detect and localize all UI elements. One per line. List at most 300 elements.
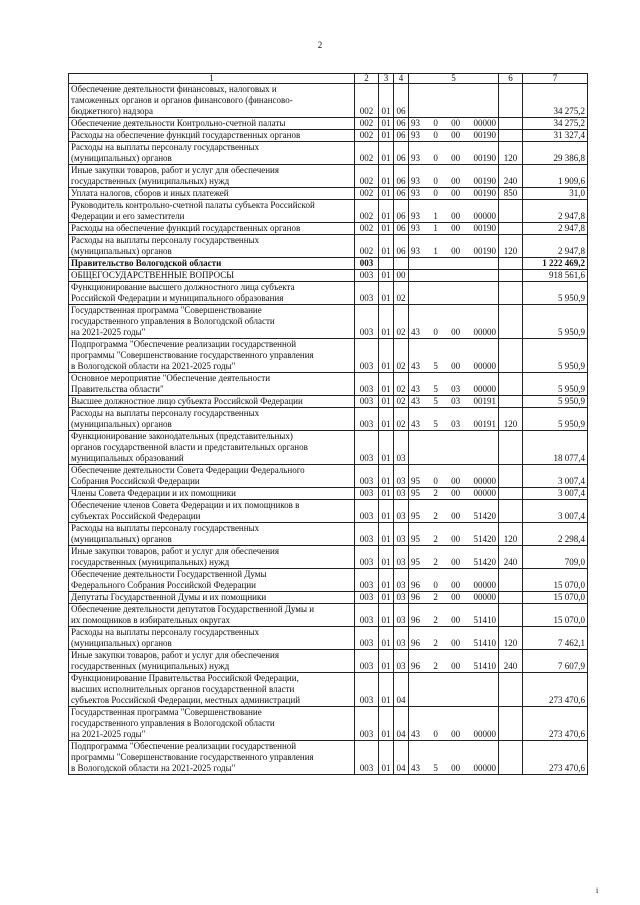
ministry-code-cell: 002 (355, 142, 379, 165)
amount-cell: 273 470,6 (523, 673, 588, 707)
subsection-code-cell: 06 (394, 235, 409, 258)
col-header-target-article: 5 (409, 74, 499, 84)
target-article-part: 00 (451, 118, 461, 128)
target-article-cell (409, 142, 499, 165)
row-name-line: Подпрограмма "Обеспечение реализации государственной (71, 339, 297, 349)
target-article-part: 00190 (473, 188, 496, 198)
table-row (69, 627, 588, 650)
amount-cell: 7 462,1 (523, 627, 588, 650)
target-article-part: 2 (433, 615, 438, 625)
table-row (69, 741, 588, 775)
row-name-line: Иные закупки товаров, работ и услуг для обеспечения (71, 165, 279, 175)
target-article-part: 00 (451, 361, 461, 371)
expense-type-cell (499, 118, 523, 130)
table-row (69, 200, 588, 223)
row-name-cell (69, 200, 355, 223)
section-code-cell: 01 (379, 546, 394, 569)
target-article-part: 00000 (473, 729, 496, 739)
row-name-cell (69, 431, 355, 465)
subsection-code-cell: 04 (394, 673, 409, 707)
subsection-code-cell (394, 258, 409, 270)
ministry-code-cell: 003 (355, 431, 379, 465)
target-article-part: 5 (433, 361, 438, 371)
amount-cell: 15 070,0 (523, 604, 588, 627)
ministry-code-cell: 003 (355, 569, 379, 592)
target-article-cell (409, 305, 499, 339)
row-name-line: Собрания Российской Федерации (71, 476, 200, 486)
table-row (69, 546, 588, 569)
expense-type-cell (499, 592, 523, 604)
target-article-part: 43 (411, 729, 420, 739)
target-article-part: 5 (433, 763, 438, 773)
ministry-code-cell: 002 (355, 130, 379, 142)
target-article-part: 93 (411, 211, 420, 221)
target-article-part: 2 (433, 534, 438, 544)
row-name-line: Обеспечение деятельности депутатов Государственной Думы и (71, 604, 315, 614)
section-code-cell: 01 (379, 523, 394, 546)
target-article-part: 0 (433, 176, 438, 186)
target-article-part: 0 (433, 118, 438, 128)
target-article-part: 00 (451, 534, 461, 544)
row-name-line: государственного управления в Вологодской области (71, 316, 275, 326)
table-row (69, 650, 588, 673)
row-name-cell (69, 118, 355, 130)
expense-type-cell (499, 465, 523, 488)
target-article-part: 95 (411, 511, 420, 521)
ministry-code-cell: 003 (355, 282, 379, 305)
table-row (69, 431, 588, 465)
table-row (69, 165, 588, 188)
amount-cell: 3 007,4 (523, 488, 588, 500)
row-name-line: (муниципальных) органов (71, 638, 172, 648)
target-article-part: 51420 (473, 557, 496, 567)
section-code-cell: 01 (379, 650, 394, 673)
table-row (69, 707, 588, 741)
row-name-line: программы "Совершенствование государственного управления (71, 752, 314, 762)
ministry-code-cell: 003 (355, 465, 379, 488)
target-article-part: 1 (433, 223, 438, 233)
amount-cell: 3 007,4 (523, 500, 588, 523)
amount-cell: 5 950,9 (523, 339, 588, 373)
row-name-line: Расходы на выплаты персоналу государственных (71, 408, 260, 418)
table-row (69, 305, 588, 339)
section-code-cell: 01 (379, 282, 394, 305)
target-article-part: 0 (433, 729, 438, 739)
row-name-line: муниципальных образований (71, 453, 184, 463)
expense-type-cell (499, 488, 523, 500)
ministry-code-cell: 003 (355, 408, 379, 431)
target-article-part: 03 (451, 396, 461, 406)
row-name-line: органов государственной власти и представительных органов (71, 442, 308, 452)
row-name-line: Обеспечение членов Совета Федерации и их помощников в (71, 500, 300, 510)
subsection-code-cell: 03 (394, 546, 409, 569)
target-article-part: 51420 (473, 534, 496, 544)
row-name-cell (69, 270, 355, 282)
section-code-cell: 01 (379, 396, 394, 408)
row-name-cell (69, 258, 355, 270)
col-header-amount: 7 (523, 74, 588, 84)
expense-type-cell (499, 373, 523, 396)
table-row (69, 118, 588, 130)
ministry-code-cell: 003 (355, 523, 379, 546)
row-name-line: Иные закупки товаров, работ и услуг для обеспечения (71, 546, 279, 556)
col-header-ministry: 2 (355, 74, 379, 84)
section-code-cell: 01 (379, 465, 394, 488)
row-name-line: Функционирование законодательных (представительных) (71, 431, 293, 441)
subsection-code-cell: 04 (394, 741, 409, 775)
row-name-line: Обеспечение деятельности Совета Федерации Федерального (71, 465, 305, 475)
ministry-code-cell: 003 (355, 546, 379, 569)
table-row (69, 84, 588, 118)
amount-cell: 5 950,9 (523, 408, 588, 431)
target-article-part: 1 (433, 211, 438, 221)
subsection-code-cell: 02 (394, 373, 409, 396)
target-article-part: 00190 (473, 246, 496, 256)
row-name-cell (69, 188, 355, 200)
row-name-cell (69, 546, 355, 569)
target-article-cell (409, 84, 499, 118)
row-name-line: таможенных органов и органов финансового (финансово- (71, 95, 293, 105)
target-article-part: 00190 (473, 130, 496, 140)
amount-cell: 18 077,4 (523, 431, 588, 465)
section-code-cell: 01 (379, 305, 394, 339)
target-article-cell (409, 130, 499, 142)
target-article-part: 2 (433, 511, 438, 521)
row-name-line: Депутаты Государственной Думы и их помощники (71, 592, 267, 602)
target-article-cell (409, 339, 499, 373)
expense-type-cell (499, 258, 523, 270)
target-article-part: 5 (433, 396, 438, 406)
target-article-part: 00191 (473, 419, 496, 429)
expense-type-cell: 850 (499, 188, 523, 200)
section-code-cell: 01 (379, 339, 394, 373)
row-name-line: Высшее должностное лицо субъекта Российской Федерации (71, 396, 303, 406)
row-name-line: высших исполнительных органов государственной власти (71, 684, 295, 694)
target-article-cell (409, 235, 499, 258)
expense-type-cell: 120 (499, 235, 523, 258)
subsection-code-cell: 00 (394, 270, 409, 282)
amount-cell: 5 950,9 (523, 282, 588, 305)
target-article-cell (409, 523, 499, 546)
target-article-part: 95 (411, 476, 420, 486)
section-code-cell: 01 (379, 488, 394, 500)
target-article-part: 51410 (473, 615, 496, 625)
target-article-part: 93 (411, 118, 420, 128)
target-article-cell (409, 500, 499, 523)
subsection-code-cell: 06 (394, 223, 409, 235)
row-name-line: Расходы на выплаты персоналу государственных (71, 523, 260, 533)
target-article-part: 2 (433, 557, 438, 567)
amount-cell: 7 607,9 (523, 650, 588, 673)
target-article-part: 51410 (473, 638, 496, 648)
row-name-line: Государственная программа "Совершенствование (71, 305, 262, 315)
amount-cell: 709,0 (523, 546, 588, 569)
target-article-part: 93 (411, 153, 420, 163)
row-name-line: их помощников в избирательных округах (71, 615, 230, 625)
expense-type-cell (499, 741, 523, 775)
section-code-cell: 01 (379, 235, 394, 258)
target-article-cell (409, 650, 499, 673)
target-article-cell (409, 488, 499, 500)
section-code-cell: 01 (379, 165, 394, 188)
target-article-part: 93 (411, 130, 420, 140)
table-header-row (69, 74, 588, 84)
target-article-part: 00 (451, 188, 461, 198)
row-name-line: в Вологодской области на 2021-2025 годы" (71, 361, 236, 371)
row-name-line: на 2021-2025 годы" (71, 729, 146, 739)
subsection-code-cell: 03 (394, 650, 409, 673)
row-name-cell (69, 500, 355, 523)
target-article-cell (409, 741, 499, 775)
row-name-line: (муниципальных) органов (71, 153, 172, 163)
subsection-code-cell: 02 (394, 282, 409, 305)
table-row (69, 465, 588, 488)
row-name-line: Члены Совета Федерации и их помощники (71, 488, 236, 498)
table-row (69, 373, 588, 396)
budget-table (68, 73, 588, 775)
subsection-code-cell: 03 (394, 431, 409, 465)
target-article-part: 93 (411, 246, 420, 256)
amount-cell: 5 950,9 (523, 396, 588, 408)
col-header-subsection: 4 (394, 74, 409, 84)
ministry-code-cell: 003 (355, 258, 379, 270)
target-article-part: 95 (411, 534, 420, 544)
expense-type-cell (499, 396, 523, 408)
subsection-code-cell: 06 (394, 142, 409, 165)
target-article-part: 00 (451, 223, 461, 233)
row-name-line: Правительство Вологодской области (71, 258, 222, 268)
subsection-code-cell: 06 (394, 200, 409, 223)
row-name-line: Функционирование Правительства Российской Федерации, (71, 673, 299, 683)
row-name-line: Обеспечение деятельности Контрольно-счетной палаты (71, 118, 286, 128)
ministry-code-cell: 003 (355, 673, 379, 707)
target-article-part: 43 (411, 763, 420, 773)
ministry-code-cell: 003 (355, 592, 379, 604)
row-name-cell (69, 142, 355, 165)
ministry-code-cell: 003 (355, 305, 379, 339)
table-row (69, 604, 588, 627)
subsection-code-cell: 02 (394, 396, 409, 408)
section-code-cell: 01 (379, 188, 394, 200)
row-name-line: в Вологодской области на 2021-2025 годы" (71, 763, 236, 773)
row-name-line: Государственная программа "Совершенствование (71, 707, 262, 717)
ministry-code-cell: 003 (355, 741, 379, 775)
ministry-code-cell: 002 (355, 84, 379, 118)
amount-cell: 31,0 (523, 188, 588, 200)
ministry-code-cell: 003 (355, 270, 379, 282)
row-name-line: Федерального Собрания Российской Федерации (71, 580, 256, 590)
row-name-cell (69, 305, 355, 339)
section-code-cell: 01 (379, 569, 394, 592)
subsection-code-cell: 02 (394, 339, 409, 373)
row-name-cell (69, 396, 355, 408)
col-header-section: 3 (379, 74, 394, 84)
row-name-line: Правительства области" (71, 384, 164, 394)
target-article-cell (409, 465, 499, 488)
expense-type-cell (499, 604, 523, 627)
target-article-part: 00000 (473, 580, 496, 590)
subsection-code-cell: 03 (394, 488, 409, 500)
table-row (69, 270, 588, 282)
row-name-line: Подпрограмма "Обеспечение реализации государственной (71, 741, 297, 751)
ministry-code-cell: 003 (355, 339, 379, 373)
amount-cell: 5 950,9 (523, 373, 588, 396)
row-name-line: государственных (муниципальных) нужд (71, 557, 230, 567)
target-article-part: 00 (451, 661, 461, 671)
target-article-cell (409, 373, 499, 396)
row-name-cell (69, 592, 355, 604)
target-article-part: 00 (451, 211, 461, 221)
target-article-part: 43 (411, 396, 420, 406)
table-row (69, 282, 588, 305)
subsection-code-cell: 03 (394, 604, 409, 627)
ministry-code-cell: 002 (355, 200, 379, 223)
section-code-cell: 01 (379, 270, 394, 282)
row-name-line: государственного управления в Вологодской области (71, 718, 275, 728)
corner-mark: i (596, 886, 599, 895)
expense-type-cell (499, 339, 523, 373)
target-article-part: 00190 (473, 176, 496, 186)
section-code-cell: 01 (379, 118, 394, 130)
amount-cell: 2 298,4 (523, 523, 588, 546)
target-article-part: 0 (433, 153, 438, 163)
section-code-cell: 01 (379, 431, 394, 465)
ministry-code-cell: 003 (355, 650, 379, 673)
table-body (69, 84, 588, 775)
row-name-cell (69, 707, 355, 741)
section-code-cell: 01 (379, 627, 394, 650)
target-article-part: 51420 (473, 511, 496, 521)
ministry-code-cell: 003 (355, 373, 379, 396)
row-name-line: Расходы на выплаты персоналу государственных (71, 142, 260, 152)
col-header-name: 1 (69, 74, 355, 84)
page-number: 2 (317, 40, 323, 50)
target-article-part: 00190 (473, 153, 496, 163)
subsection-code-cell: 03 (394, 592, 409, 604)
table-row (69, 396, 588, 408)
subsection-code-cell: 03 (394, 627, 409, 650)
row-name-line: Руководитель контрольно-счетной палаты субъекта Российской (71, 200, 315, 210)
amount-cell: 1 222 469,2 (523, 258, 588, 270)
target-article-part: 5 (433, 419, 438, 429)
section-code-cell: 01 (379, 408, 394, 431)
target-article-part: 0 (433, 188, 438, 198)
subsection-code-cell: 03 (394, 500, 409, 523)
target-article-part: 00000 (473, 488, 496, 498)
target-article-cell (409, 200, 499, 223)
table-row (69, 142, 588, 165)
expense-type-cell (499, 673, 523, 707)
ministry-code-cell: 003 (355, 627, 379, 650)
table-row (69, 592, 588, 604)
section-code-cell: 01 (379, 741, 394, 775)
ministry-code-cell: 003 (355, 396, 379, 408)
target-article-part: 00 (451, 638, 461, 648)
target-article-part: 00000 (473, 327, 496, 337)
amount-cell: 2 947,8 (523, 200, 588, 223)
target-article-part: 00 (451, 176, 461, 186)
section-code-cell (379, 258, 394, 270)
col-header-expense-type: 6 (499, 74, 523, 84)
ministry-code-cell: 003 (355, 488, 379, 500)
target-article-part: 93 (411, 223, 420, 233)
ministry-code-cell: 002 (355, 165, 379, 188)
target-article-part: 2 (433, 661, 438, 671)
expense-type-cell (499, 130, 523, 142)
subsection-code-cell: 03 (394, 465, 409, 488)
section-code-cell: 01 (379, 673, 394, 707)
table-row (69, 488, 588, 500)
expense-type-cell (499, 707, 523, 741)
row-name-cell (69, 569, 355, 592)
target-article-part: 00191 (473, 396, 496, 406)
expense-type-cell (499, 200, 523, 223)
row-name-cell (69, 223, 355, 235)
row-name-line: субъектов Российской Федерации, местных администраций (71, 695, 301, 705)
amount-cell: 5 950,9 (523, 305, 588, 339)
target-article-cell (409, 165, 499, 188)
section-code-cell: 01 (379, 130, 394, 142)
target-article-cell (409, 223, 499, 235)
section-code-cell: 01 (379, 604, 394, 627)
row-name-line: Расходы на обеспечение функций государственных органов (71, 223, 301, 233)
amount-cell: 273 470,6 (523, 707, 588, 741)
target-article-part: 43 (411, 384, 420, 394)
target-article-cell (409, 270, 499, 282)
target-article-part: 00000 (473, 118, 496, 128)
target-article-part: 00 (451, 511, 461, 521)
row-name-line: Иные закупки товаров, работ и услуг для обеспечения (71, 650, 279, 660)
expense-type-cell: 120 (499, 627, 523, 650)
target-article-part: 00 (451, 557, 461, 567)
table-row (69, 188, 588, 200)
expense-type-cell: 120 (499, 142, 523, 165)
table-row (69, 223, 588, 235)
row-name-line: Обеспечение деятельности финансовых, налоговых и (71, 84, 277, 94)
row-name-cell (69, 673, 355, 707)
row-name-cell (69, 741, 355, 775)
row-name-line: Обеспечение деятельности Государственной Думы (71, 569, 267, 579)
row-name-line: ОБЩЕГОСУДАРСТВЕННЫЕ ВОПРОСЫ (71, 270, 235, 280)
target-article-part: 00 (451, 246, 461, 256)
row-name-cell (69, 339, 355, 373)
subsection-code-cell: 02 (394, 408, 409, 431)
target-article-part: 96 (411, 592, 420, 602)
target-article-part: 03 (451, 384, 461, 394)
amount-cell: 29 386,8 (523, 142, 588, 165)
target-article-part: 5 (433, 384, 438, 394)
expense-type-cell (499, 431, 523, 465)
row-name-cell (69, 130, 355, 142)
expense-type-cell: 120 (499, 408, 523, 431)
target-article-part: 00000 (473, 476, 496, 486)
row-name-line: государственных (муниципальных) нужд (71, 661, 230, 671)
table-row (69, 500, 588, 523)
subsection-code-cell: 06 (394, 130, 409, 142)
row-name-cell (69, 523, 355, 546)
target-article-part: 00 (451, 592, 461, 602)
row-name-cell (69, 604, 355, 627)
table-row (69, 130, 588, 142)
target-article-part: 00000 (473, 211, 496, 221)
target-article-part: 00 (451, 580, 461, 590)
table-row (69, 569, 588, 592)
row-name-line: Уплата налогов, сборов и иных платежей (71, 188, 229, 198)
row-name-line: программы "Совершенствование государственного управления (71, 350, 314, 360)
subsection-code-cell: 03 (394, 523, 409, 546)
amount-cell: 31 327,4 (523, 130, 588, 142)
amount-cell: 273 470,6 (523, 741, 588, 775)
